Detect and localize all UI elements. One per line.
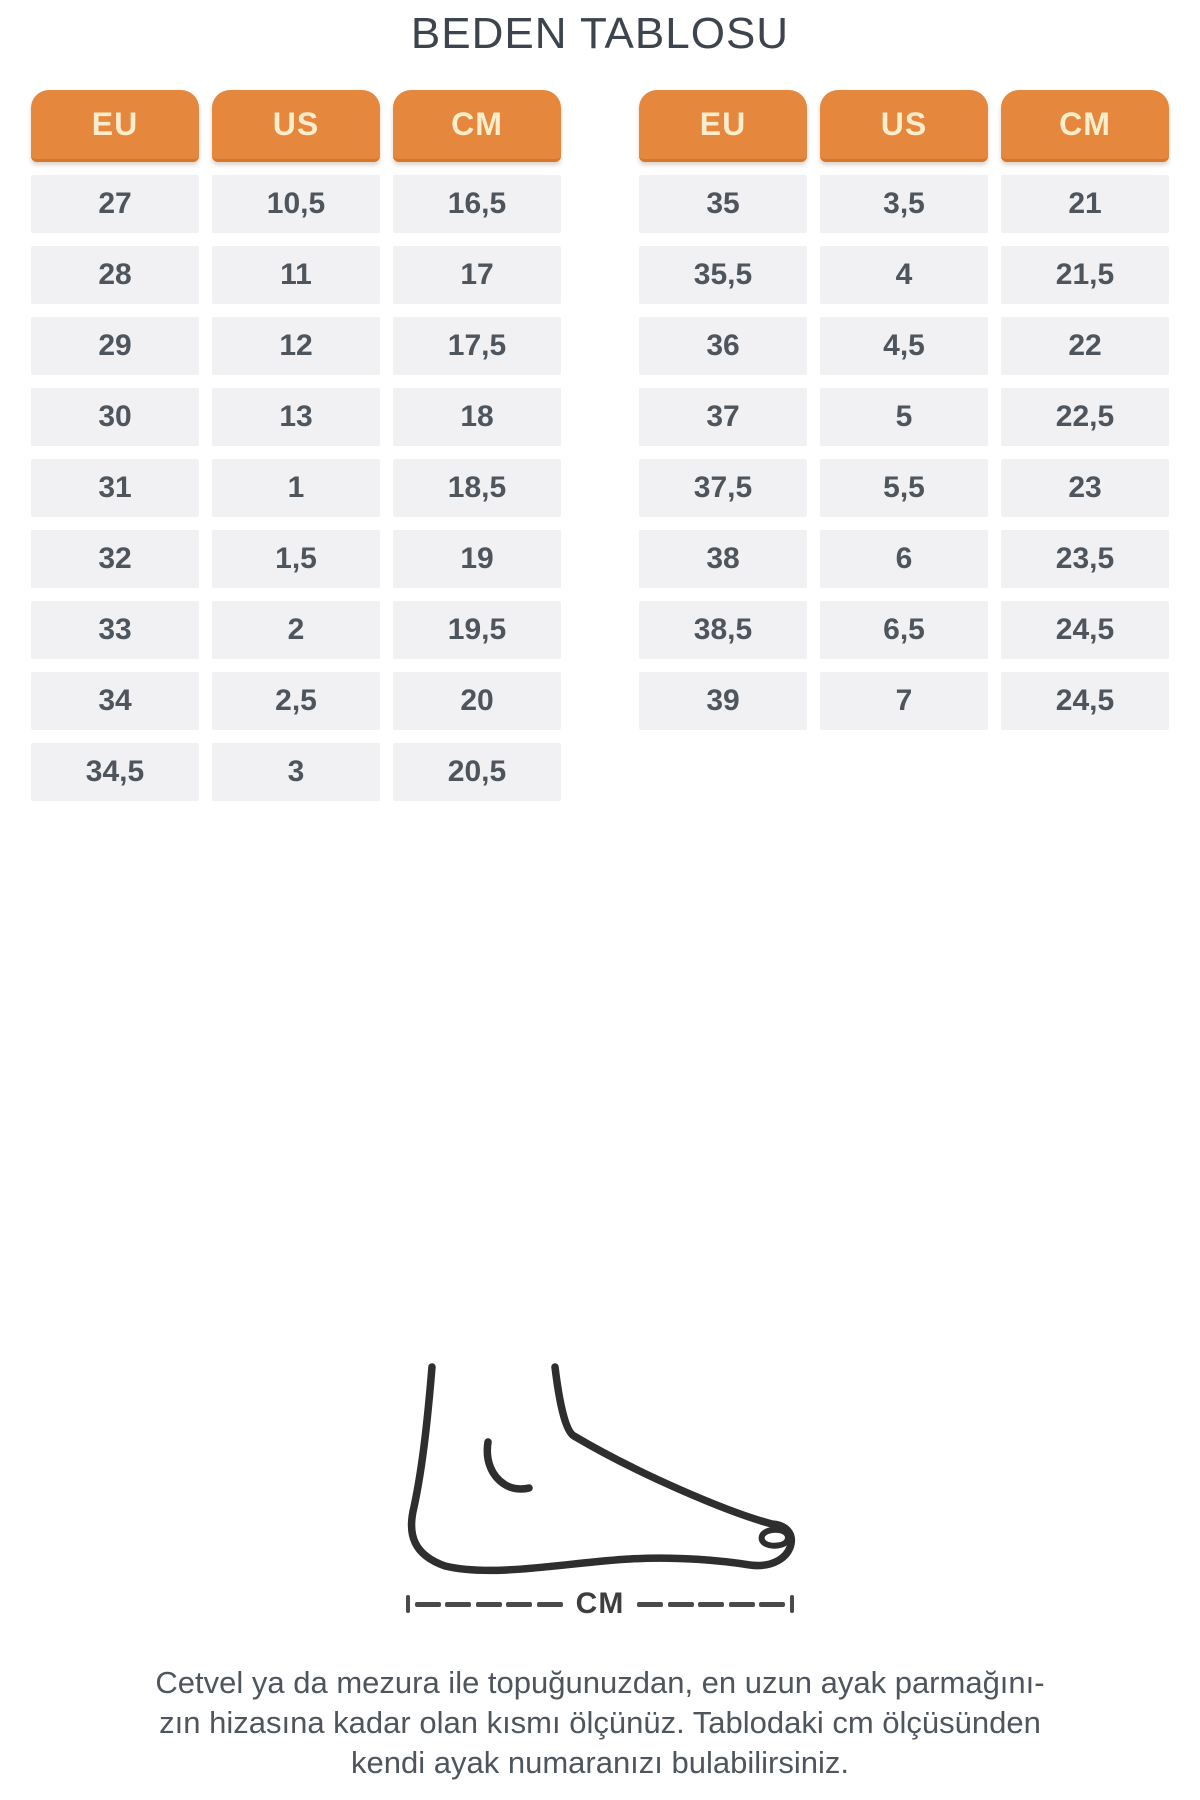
size-cell: 3,5: [820, 175, 988, 233]
measure-line-dash: [476, 1602, 502, 1607]
measure-line-dash: [668, 1602, 694, 1607]
size-cell: 3: [212, 743, 380, 801]
measure-line-dash: [415, 1602, 441, 1607]
size-tables: [0, 90, 1200, 801]
column-header-eu: EU: [639, 90, 807, 162]
measure-line-dash: [759, 1602, 785, 1607]
measure-line-dash: [729, 1602, 755, 1607]
size-cell: 20: [393, 672, 561, 730]
size-cell: 31: [31, 459, 199, 517]
measure-unit-label: CM: [575, 1587, 625, 1620]
measure-line-dash: [506, 1602, 532, 1607]
size-cell: 17,5: [393, 317, 561, 375]
size-cell: 29: [31, 317, 199, 375]
size-cell: 28: [31, 246, 199, 304]
size-cell: 17: [393, 246, 561, 304]
size-cell: 39: [639, 672, 807, 730]
measure-line-dash: [445, 1602, 471, 1607]
toenail-path: [762, 1530, 788, 1546]
size-cell: 4: [820, 246, 988, 304]
measure-line-tick: [790, 1595, 794, 1613]
size-cell: 34: [31, 672, 199, 730]
column-header-cm: CM: [1001, 90, 1169, 162]
size-cell: 21,5: [1001, 246, 1169, 304]
measure-line-dash: [637, 1602, 663, 1607]
size-cell: 34,5: [31, 743, 199, 801]
foot-measurement-figure: [0, 1355, 1200, 1620]
page-title: BEDEN TABLOSU: [410, 9, 790, 58]
size-cell: 18: [393, 388, 561, 446]
size-cell: 5: [820, 388, 988, 446]
instruction-line: zın hizasına kadar olan kısmı ölçünüz. Tablodaki cm ölçüsünden: [159, 1705, 1041, 1740]
size-cell: 27: [31, 175, 199, 233]
size-cell: 32: [31, 530, 199, 588]
size-cell: 33: [31, 601, 199, 659]
size-cell: 16,5: [393, 175, 561, 233]
size-cell: 19,5: [393, 601, 561, 659]
measure-line-dash: [698, 1602, 724, 1607]
ankle-mark-path: [487, 1442, 529, 1489]
size-cell: 7: [820, 672, 988, 730]
size-cell: 6: [820, 530, 988, 588]
size-cell: 4,5: [820, 317, 988, 375]
size-cell: 5,5: [820, 459, 988, 517]
size-cell: 37: [639, 388, 807, 446]
size-cell: 2: [212, 601, 380, 659]
size-cell: 38: [639, 530, 807, 588]
column-header-us: US: [212, 90, 380, 162]
size-cell: 21: [1001, 175, 1169, 233]
measure-line-dash: [537, 1602, 563, 1607]
instruction-line: Cetvel ya da mezura ile topuğunuzdan, en uzun ayak parmağını-: [155, 1665, 1045, 1700]
instruction-line: kendi ayak numaranızı bulabilirsiniz.: [351, 1745, 849, 1780]
size-cell: 24,5: [1001, 672, 1169, 730]
size-cell: 1: [212, 459, 380, 517]
size-cell: 23: [1001, 459, 1169, 517]
size-cell: 36: [639, 317, 807, 375]
column-header-cm: CM: [393, 90, 561, 162]
size-cell: 12: [212, 317, 380, 375]
size-cell: 18,5: [393, 459, 561, 517]
size-cell: 2,5: [212, 672, 380, 730]
size-cell: 10,5: [212, 175, 380, 233]
size-cell: 35,5: [639, 246, 807, 304]
size-cell: 37,5: [639, 459, 807, 517]
size-cell: 11: [212, 246, 380, 304]
size-cell: 20,5: [393, 743, 561, 801]
size-table-right: [639, 90, 1169, 730]
size-cell: 6,5: [820, 601, 988, 659]
length-measurement-line: [406, 1587, 794, 1620]
size-cell: 22: [1001, 317, 1169, 375]
size-cell: 35: [639, 175, 807, 233]
size-cell: 24,5: [1001, 601, 1169, 659]
size-cell: 22,5: [1001, 388, 1169, 446]
size-cell: 19: [393, 530, 561, 588]
size-cell: 13: [212, 388, 380, 446]
measure-line-tick: [406, 1595, 410, 1613]
foot-outline-path: [412, 1367, 792, 1570]
size-cell: 23,5: [1001, 530, 1169, 588]
foot-side-profile-icon: [400, 1355, 800, 1575]
size-table-left: [31, 90, 561, 801]
size-cell: 38,5: [639, 601, 807, 659]
size-cell: 30: [31, 388, 199, 446]
size-cell: 1,5: [212, 530, 380, 588]
measurement-instructions: [0, 1663, 1200, 1783]
column-header-eu: EU: [31, 90, 199, 162]
column-header-us: US: [820, 90, 988, 162]
